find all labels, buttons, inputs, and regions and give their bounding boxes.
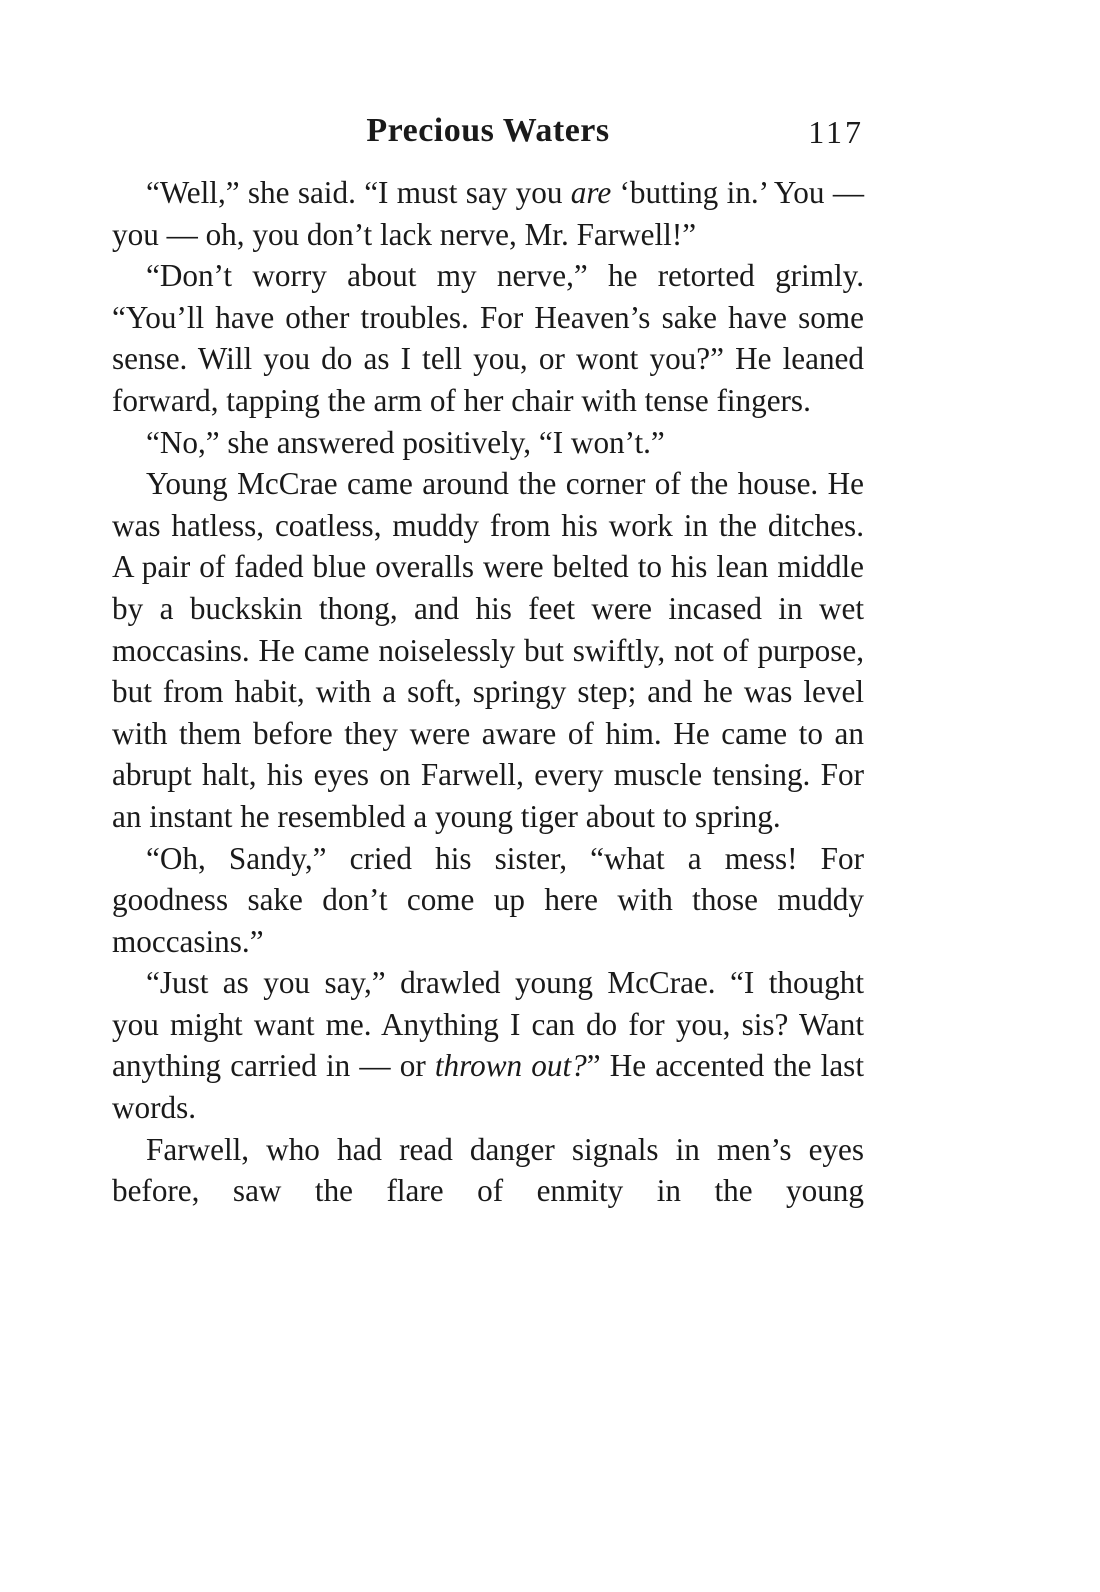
page-number: 117: [808, 114, 864, 150]
header-title: Precious Waters: [366, 112, 610, 149]
text-segment: ‘butting in.’ You — you — oh, you don’t lack nerve, Mr. Farwell!”: [112, 175, 865, 252]
italic-text: are: [570, 175, 612, 210]
text-segment: “Just as you say,” drawled young McCrae. “I thought you might want me. Anything I can do for you, sis? Want anything carried in — or: [112, 965, 864, 1084]
paragraph: [112, 838, 864, 963]
paragraph: [112, 422, 864, 464]
italic-text: thrown out?: [434, 1048, 587, 1084]
running-head: [112, 112, 864, 160]
text-segment: “Well,” she said. “I must say you: [146, 175, 571, 210]
text-segment: “Don’t worry about my nerve,” he retorted grimly. “You’ll have other troubles. For Heaven’s sake have some sense. Will you do as I tell you, or wont you?” He leaned forward, tapping the arm of her chair with tense fingers.: [112, 258, 864, 418]
paragraph: [112, 463, 864, 837]
text-segment: “Oh, Sandy,” cried his sister, “what a mess! For goodness sake don’t come up here with those muddy moccasins.”: [112, 840, 864, 959]
paragraph: [112, 962, 864, 1128]
paragraph: [112, 255, 864, 421]
paragraph: [112, 172, 864, 255]
text-segment: ” He accented the last words.: [112, 1048, 864, 1126]
body-text: [112, 172, 864, 1212]
text-segment: Young McCrae came around the corner of the house. He was hatless, coatless, muddy from his work in the ditches. A pair of faded blue overalls were belted to his lean middle by a buckskin thong, and his feet were incased in wet moccasins. He came noiselessly but swiftly, not of purpose, but from habit, with a soft, springy step; and he was level with them before they were aware of him. He came to an abrupt halt, his eyes on Farwell, every muscle tensing. For an instant he resembled a young tiger about to spring.: [112, 466, 864, 834]
text-segment: Farwell, who had read danger signals in men’s eyes before, saw the flare of enmity in the young: [112, 1131, 864, 1209]
text-segment: “No,” she answered positively, “I won’t.”: [146, 424, 665, 460]
paragraph: [112, 1129, 864, 1212]
